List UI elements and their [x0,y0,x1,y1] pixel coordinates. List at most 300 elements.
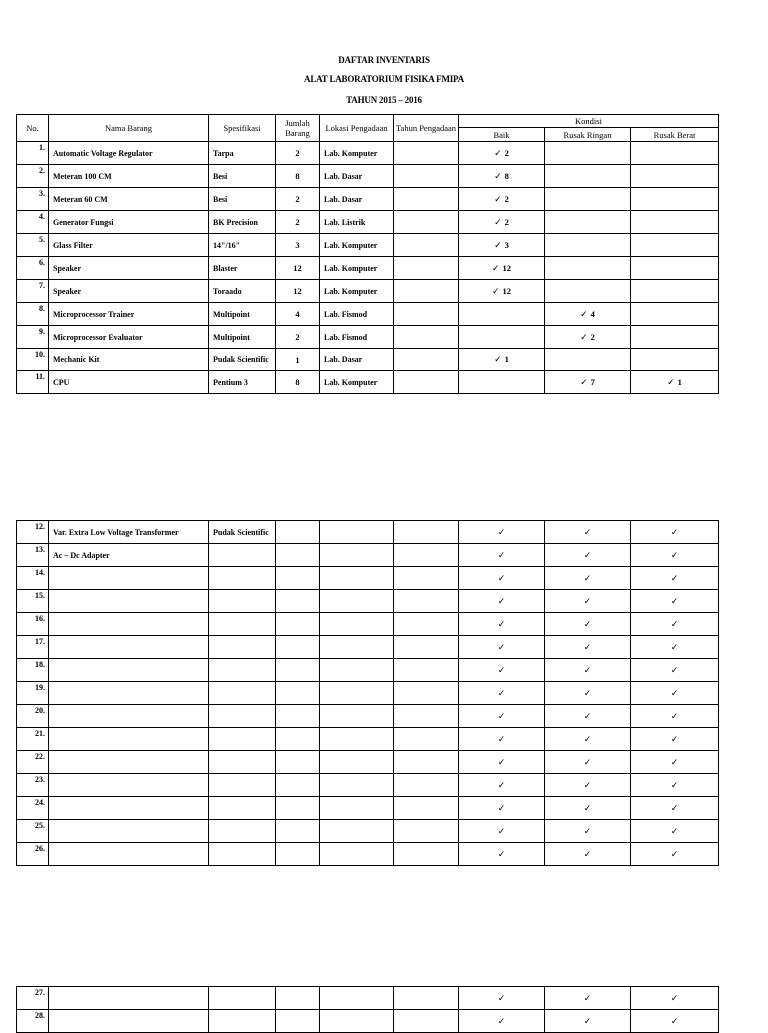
item-spec: Besi [209,165,276,188]
item-spec: Multipoint [209,326,276,349]
col-baik: Baik [459,128,545,142]
check-icon: ✓ [580,308,588,319]
condition-major-damage [631,326,719,349]
table-row [17,613,719,636]
item-name: Meteran 100 CM [49,165,209,188]
condition-major-damage [631,521,719,544]
row-number: 13. [17,544,49,567]
item-spec: Blaster [209,257,276,280]
table-row [17,257,719,280]
item-spec [209,774,276,797]
condition-minor-damage [545,303,631,326]
condition-minor-damage [545,751,631,774]
check-icon: ✓ [497,848,506,859]
item-spec [209,567,276,590]
condition-major-damage [631,843,719,866]
condition-minor-damage [545,326,631,349]
row-number: 9. [17,326,49,349]
item-quantity [276,590,320,613]
item-spec [209,590,276,613]
condition-good [459,682,545,705]
table-row [17,843,719,866]
check-icon: ✓ [583,526,592,537]
item-location [320,705,394,728]
item-quantity [276,659,320,682]
table-row [17,820,719,843]
condition-good [459,751,545,774]
condition-major-damage [631,303,719,326]
item-name: Microprocessor Evaluator [49,326,209,349]
condition-good [459,303,545,326]
condition-minor-damage-count: 2 [590,331,595,342]
condition-minor-damage [545,987,631,1010]
item-location [320,774,394,797]
condition-minor-damage [545,797,631,820]
condition-good-count: 1 [504,354,509,364]
item-quantity: 8 [276,371,320,394]
check-icon: ✓ [583,664,592,675]
check-icon: ✓ [497,733,506,744]
item-year [394,613,459,636]
check-icon: ✓ [494,170,502,181]
check-icon: ✓ [497,664,506,675]
check-icon: ✓ [583,595,592,606]
condition-major-damage [631,682,719,705]
item-location [320,613,394,636]
item-name [49,728,209,751]
condition-major-damage [631,659,719,682]
condition-major-damage [631,705,719,728]
item-spec [209,1010,276,1033]
condition-major-damage [631,1010,719,1033]
item-name: CPU [49,371,209,394]
row-number: 19. [17,682,49,705]
item-spec: Multipoint [209,303,276,326]
check-icon: ✓ [583,1015,592,1026]
row-number: 21. [17,728,49,751]
item-year [394,843,459,866]
col-no: No. [17,115,49,142]
item-spec [209,659,276,682]
item-spec [209,843,276,866]
check-icon: ✓ [580,331,588,342]
check-icon: ✓ [670,848,679,859]
check-icon: ✓ [494,147,502,158]
condition-good [459,211,545,234]
item-year [394,280,459,303]
item-year [394,257,459,280]
check-icon: ✓ [670,595,679,606]
item-name: Meteran 60 CM [49,188,209,211]
item-quantity: 4 [276,303,320,326]
row-number: 18. [17,659,49,682]
condition-minor-damage [545,371,631,394]
item-location: Lab. Dasar [320,165,394,188]
item-quantity [276,636,320,659]
item-quantity [276,544,320,567]
item-location: Lab. Komputer [320,234,394,257]
item-location [320,1010,394,1033]
condition-minor-damage-count: 7 [590,376,595,387]
row-number: 12. [17,521,49,544]
table-row [17,728,719,751]
condition-major-damage [631,165,719,188]
item-spec [209,705,276,728]
check-icon: ✓ [670,756,679,767]
item-year [394,371,459,394]
table-row [17,705,719,728]
item-spec: Toraado [209,280,276,303]
check-icon: ✓ [497,710,506,721]
condition-major-damage [631,774,719,797]
condition-minor-damage [545,659,631,682]
item-year [394,165,459,188]
condition-minor-damage [545,544,631,567]
item-name: Ac – Dc Adapter [49,544,209,567]
condition-major-damage [631,987,719,1010]
item-year [394,774,459,797]
table-row [17,349,719,371]
condition-minor-damage [545,820,631,843]
check-icon: ✓ [583,802,592,813]
condition-major-damage [631,257,719,280]
condition-major-damage [631,636,719,659]
condition-good [459,257,545,280]
item-name: Mechanic Kit [49,349,209,371]
item-name [49,820,209,843]
condition-good [459,544,545,567]
doc-title: DAFTAR INVENTARIS [338,55,430,65]
row-number: 4. [17,211,49,234]
condition-minor-damage [545,188,631,211]
condition-major-damage [631,728,719,751]
condition-major-damage [631,188,719,211]
col-lokasi: Lokasi Pengadaan [320,115,394,142]
table-row [17,142,719,165]
condition-minor-damage [545,705,631,728]
condition-minor-damage-count: 4 [590,308,595,319]
item-year [394,728,459,751]
item-year [394,797,459,820]
condition-good-count: 3 [504,239,509,250]
condition-good [459,590,545,613]
condition-minor-damage [545,682,631,705]
item-quantity [276,987,320,1010]
row-number: 16. [17,613,49,636]
item-year [394,636,459,659]
condition-major-damage [631,142,719,165]
condition-major-damage [631,567,719,590]
item-year [394,521,459,544]
col-tahun: Tahun Pengadaan [394,115,459,142]
item-quantity [276,751,320,774]
item-quantity [276,682,320,705]
condition-minor-damage [545,349,631,371]
item-location [320,682,394,705]
inventory-table-1 [16,114,719,394]
item-location: Lab. Fismod [320,303,394,326]
item-quantity: 1 [276,349,320,371]
item-name [49,1010,209,1033]
item-location [320,987,394,1010]
item-location: Lab. Dasar [320,188,394,211]
item-name: Speaker [49,257,209,280]
row-number: 7. [17,280,49,303]
item-spec [209,636,276,659]
check-icon: ✓ [491,262,500,273]
condition-good [459,521,545,544]
table-row [17,234,719,257]
item-quantity [276,774,320,797]
condition-minor-damage [545,521,631,544]
item-name [49,682,209,705]
check-icon: ✓ [497,992,506,1003]
item-spec: BK Precision [209,211,276,234]
condition-major-damage [631,590,719,613]
item-year [394,751,459,774]
doc-year: TAHUN 2015 – 2016 [346,95,422,105]
item-name [49,843,209,866]
table-row [17,280,719,303]
condition-minor-damage [545,774,631,797]
condition-good-count: 12 [502,285,512,296]
condition-good [459,728,545,751]
table-row [17,751,719,774]
condition-good [459,987,545,1010]
item-spec: Pentium 3 [209,371,276,394]
item-spec [209,613,276,636]
item-spec: 14"/16" [209,234,276,257]
item-quantity [276,820,320,843]
condition-good [459,349,545,371]
item-spec: Pudak Scientific [209,521,276,544]
item-quantity [276,613,320,636]
table-row [17,797,719,820]
condition-major-damage [631,280,719,303]
check-icon: ✓ [583,549,592,560]
condition-major-damage [631,751,719,774]
check-icon: ✓ [670,687,679,698]
condition-minor-damage [545,843,631,866]
condition-minor-damage [545,280,631,303]
item-location [320,659,394,682]
row-number: 25. [17,820,49,843]
condition-good [459,280,545,303]
condition-good [459,774,545,797]
check-icon: ✓ [497,825,506,836]
row-number: 28. [17,1010,49,1033]
check-icon: ✓ [670,802,679,813]
check-icon: ✓ [670,710,679,721]
row-number: 17. [17,636,49,659]
item-location [320,797,394,820]
check-icon: ✓ [670,825,679,836]
check-icon: ✓ [583,825,592,836]
check-icon: ✓ [583,618,592,629]
table-row [17,987,719,1010]
condition-good [459,705,545,728]
item-quantity: 2 [276,211,320,234]
condition-good [459,234,545,257]
check-icon: ✓ [583,756,592,767]
item-quantity: 12 [276,280,320,303]
condition-good [459,165,545,188]
item-name: Automatic Voltage Regulator [49,142,209,165]
item-spec: Tarpa [209,142,276,165]
row-number: 10. [17,349,49,371]
check-icon: ✓ [494,239,502,250]
check-icon: ✓ [497,687,506,698]
table-row [17,521,719,544]
check-icon: ✓ [583,641,592,652]
check-icon: ✓ [583,710,592,721]
check-icon: ✓ [670,572,679,583]
item-spec [209,987,276,1010]
condition-good-count: 8 [504,170,509,181]
row-number: 1. [17,142,49,165]
item-location [320,728,394,751]
item-year [394,188,459,211]
condition-good [459,326,545,349]
item-location [320,590,394,613]
condition-minor-damage [545,613,631,636]
check-icon: ✓ [497,779,506,790]
col-jumlah: Jumlah Barang [276,115,320,142]
item-quantity [276,1010,320,1033]
condition-minor-damage [545,636,631,659]
condition-minor-damage [545,211,631,234]
condition-good [459,613,545,636]
condition-good [459,636,545,659]
check-icon: ✓ [497,802,506,813]
check-icon: ✓ [497,549,506,560]
item-location: Lab. Komputer [320,371,394,394]
item-quantity [276,728,320,751]
condition-good [459,188,545,211]
item-year [394,590,459,613]
col-rusak-berat: Rusak Berat [631,128,719,142]
item-location: Lab. Komputer [320,280,394,303]
condition-minor-damage [545,590,631,613]
item-year [394,211,459,234]
item-name: Var. Extra Low Voltage Transformer [49,521,209,544]
row-number: 27. [17,987,49,1010]
condition-good-count: 12 [502,262,512,273]
condition-major-damage [631,820,719,843]
row-number: 2. [17,165,49,188]
condition-good-count: 2 [504,147,509,158]
item-name [49,751,209,774]
row-number: 11. [17,371,49,394]
col-kondisi: Kondisi [459,115,719,128]
condition-minor-damage [545,728,631,751]
check-icon: ✓ [670,641,679,652]
check-icon: ✓ [580,376,588,387]
check-icon: ✓ [670,549,679,560]
row-number: 20. [17,705,49,728]
item-spec [209,544,276,567]
condition-major-damage [631,234,719,257]
condition-good-count: 2 [504,193,509,204]
condition-minor-damage [545,567,631,590]
item-spec [209,682,276,705]
check-icon: ✓ [497,572,506,583]
row-number: 14. [17,567,49,590]
item-year [394,303,459,326]
condition-good [459,820,545,843]
item-name [49,705,209,728]
row-number: 8. [17,303,49,326]
item-name [49,567,209,590]
condition-major-damage [631,544,719,567]
item-location: Lab. Komputer [320,142,394,165]
item-spec [209,820,276,843]
condition-major-damage [631,371,719,394]
table-row [17,636,719,659]
condition-major-damage [631,613,719,636]
row-number: 5. [17,234,49,257]
item-quantity [276,797,320,820]
table-row [17,165,719,188]
row-number: 23. [17,774,49,797]
item-location [320,820,394,843]
check-icon: ✓ [670,1015,679,1026]
item-quantity: 2 [276,326,320,349]
condition-major-damage [631,797,719,820]
item-name: Microprocessor Trainer [49,303,209,326]
item-location [320,636,394,659]
row-number: 15. [17,590,49,613]
table-row [17,188,719,211]
table-row [17,371,719,394]
condition-minor-damage [545,257,631,280]
table-row [17,590,719,613]
item-spec [209,751,276,774]
table-row [17,1010,719,1033]
item-quantity: 2 [276,188,320,211]
item-quantity [276,521,320,544]
check-icon: ✓ [670,992,679,1003]
check-icon: ✓ [583,687,592,698]
item-location: Lab. Komputer [320,257,394,280]
condition-minor-damage [545,234,631,257]
item-location [320,567,394,590]
condition-minor-damage [545,165,631,188]
item-spec: Pudak Scientific [209,349,276,371]
item-year [394,705,459,728]
item-year [394,1010,459,1033]
check-icon: ✓ [583,733,592,744]
check-icon: ✓ [670,733,679,744]
check-icon: ✓ [583,848,592,859]
col-nama-barang: Nama Barang [49,115,209,142]
table-row [17,567,719,590]
row-number: 26. [17,843,49,866]
row-number: 24. [17,797,49,820]
check-icon: ✓ [497,756,506,767]
check-icon: ✓ [670,618,679,629]
inventory-table-3 [16,986,719,1033]
item-year [394,326,459,349]
check-icon: ✓ [670,526,679,537]
check-icon: ✓ [667,376,675,387]
item-location: Lab. Listrik [320,211,394,234]
item-year [394,567,459,590]
doc-subtitle: ALAT LABORATORIUM FISIKA FMIPA [304,74,464,84]
item-location [320,544,394,567]
item-quantity [276,705,320,728]
condition-minor-damage [545,142,631,165]
